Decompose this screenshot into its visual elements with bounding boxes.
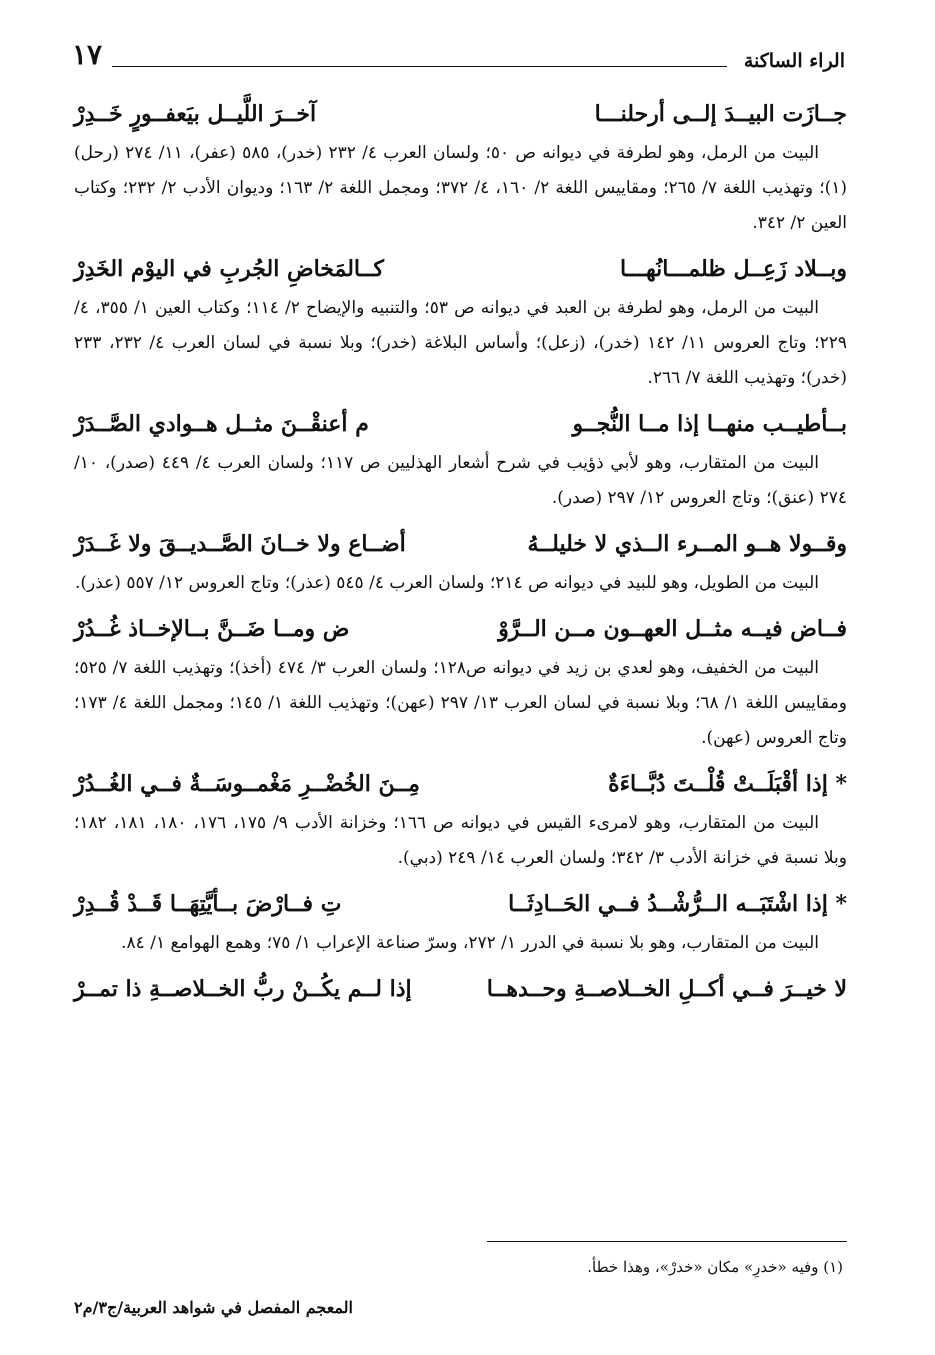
first-hemistich: لا خيــرَ فــي أكــلِ الخــلاصــةِ وحــدهــا (486, 976, 847, 1002)
verse-entry (74, 247, 847, 396)
source-note: البيت من الرمل، وهو لطرفة في ديوانه ص ٥٠؛ ولسان العرب ٤/ ٢٣٢ (خدر)، ٥٨٥ (عفر)، ١١/ ٢٧٤ (رحل)(١)؛ وتهذيب اللغة ٧/ ٢٦٥؛ ومقاييس اللغة ٢/ ١٦٠، ٤/ ٣٧٢؛ ومجمل اللغة ٢/ ١٦٣؛ وديوان الأدب ٢/ ٢٣٢؛ وكتاب العين ٢/ ٣٤٢. (74, 143, 848, 233)
verse-line (74, 967, 847, 1011)
second-hemistich: تِ فــارْضَ بــأيَّتِهَــا قَــدْ قُــدِرْ (74, 891, 342, 917)
verse-entry (74, 92, 847, 241)
footnote: (١) وفيه «خدرِ» مكان «خدرْ»، وهذا خطأ. (587, 1258, 843, 1276)
verse-line (74, 762, 847, 806)
footnote-rule (487, 1241, 847, 1242)
verse-line (74, 402, 847, 446)
book-signature: المعجم المفصل في شواهد العربية/ج٣/م٢ (74, 1298, 353, 1317)
main-text (74, 92, 847, 1011)
verse-entry (74, 967, 847, 1011)
verse-line (74, 607, 847, 651)
verse-line (74, 522, 847, 566)
first-hemistich: * إذا اشْتَبَــه الــرُّشْــدُ فــي الحَــادِثَــا (508, 891, 847, 917)
second-hemistich: مِــنَ الخُضْــرِ مَغْمــوسَــةٌ فــي الغُــدُرْ (74, 771, 420, 797)
first-hemistich: * إذا أقْبَلَــتْ قُلْــتَ دُبَّــاءَةٌ (608, 771, 847, 797)
second-hemistich: آخــرَ اللَّيــل بيَعفــورٍ خَــدِرْ (74, 101, 317, 127)
second-hemistich: إذا لــم يكُــنْ ربُّ الخــلاصــةِ ذا تمــرْ (74, 976, 412, 1002)
source-note: البيت من الرمل، وهو لطرفة بن العبد في ديوانه ص ٥٣؛ والتنبيه والإيضاح ٢/ ١١٤؛ وكتاب العين ١/ ٣٥٥، ٤/ ٢٢٩؛ وتاج العروس ١١/ ١٤٢ (خدر)، (زعل)؛ وأساس البلاغة (خدر)؛ وبلا نسبة في لسان العرب ٤/ ٢٣٢، ٢٣٣ (خدر)؛ وتهذيب اللغة ٧/ ٢٦٦. (74, 298, 847, 388)
second-hemistich: م أعنقْــنَ مثــل هــوادي الصَّــدَرْ (74, 411, 369, 437)
chapter-title: الراء الساكنة (743, 50, 845, 72)
verse-line (74, 92, 847, 136)
second-hemistich: كــالمَخاضِ الجُربِ في اليوْم الخَدِرْ (74, 256, 384, 282)
running-header (72, 36, 845, 76)
second-hemistich: أضــاع ولا خــانَ الصَّــديــقَ ولا غَــدَرْ (74, 531, 406, 557)
first-hemistich: وقــولا هــو المــرء الــذي لا خليلــهُ (527, 531, 847, 557)
source-note: البيت من المتقارب، وهو لأبي ذؤيب في شرح أشعار الهذليين ص ١١٧؛ ولسان العرب ٤/ ٤٤٩ (صدر)، ١٠/ ٢٧٤ (عنق)؛ وتاج العروس ١٢/ ٢٩٧ (صدر). (74, 453, 847, 508)
verse-entry (74, 402, 847, 516)
source-note: البيت من الطويل، وهو للبيد في ديوانه ص ٢١٤؛ ولسان العرب ٤/ ٥٤٥ (عذر)؛ وتاج العروس ١٢/ ٥٥٧ (عذر). (74, 573, 819, 593)
second-hemistich: ض ومــا ضَــنَّ بــالإخــاذ غُــدُرْ (74, 616, 350, 642)
source-note: البيت من المتقارب، وهو بلا نسبة في الدرر ١/ ٢٧٢، وسرّ صناعة الإعراب ١/ ٧٥؛ وهمع الهوامع ١/ ٨٤. (121, 933, 819, 953)
page-number: ١٧ (72, 38, 103, 71)
first-hemistich: بــأطيــب منهــا إذا مــا النُّجــو (572, 411, 847, 437)
first-hemistich: جــازَت البيــدَ إلــى أرحلنـــا (594, 101, 847, 127)
verse-line (74, 882, 847, 926)
source-note: البيت من الخفيف، وهو لعدي بن زيد في ديوانه ص١٢٨؛ ولسان العرب ٣/ ٤٧٤ (أخذ)؛ وتهذيب اللغة ٧/ ٥٢٥؛ ومقاييس اللغة ١/ ٦٨؛ وبلا نسبة في لسان العرب ١٣/ ٢٩٧ (عهن)؛ وتهذيب اللغة ١/ ١٤٥؛ ومجمل اللغة ٤/ ١٧٣؛ وتاج العروس (عهن). (74, 658, 847, 748)
source-note: البيت من المتقارب، وهو لامرىء القيس في ديوانه ص ١٦٦؛ وخزانة الأدب ٩/ ١٧٥، ١٧٦، ١٨٠، ١٨١، ١٨٢؛ وبلا نسبة في خزانة الأدب ٣/ ٣٤٢؛ ولسان العرب ١٤/ ٢٤٩ (دبي). (74, 813, 847, 868)
header-rule (112, 66, 727, 67)
verse-entry (74, 522, 847, 601)
first-hemistich: فــاض فيــه مثــل العهــون مــن الــرَّوْ (498, 616, 847, 642)
verse-entry (74, 607, 847, 756)
verse-entry (74, 882, 847, 961)
verse-entry (74, 762, 847, 876)
verse-line (74, 247, 847, 291)
first-hemistich: وبــلاد زَعِــل ظلمـــانُهـــا (619, 256, 847, 282)
